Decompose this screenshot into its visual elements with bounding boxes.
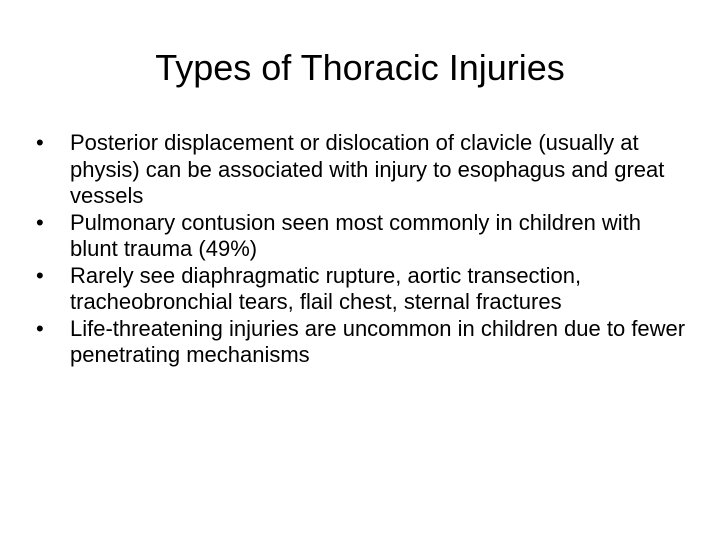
bullet-item [36, 316, 686, 369]
bullet-icon: • [36, 130, 44, 155]
bullet-item [36, 210, 686, 263]
bullet-text: Pulmonary contusion seen most commonly in children with blunt trauma (49%) [70, 209, 642, 261]
bullet-text: Life-threatening injuries are uncommon in children due to fewer penetrating mechanisms [70, 315, 686, 367]
bullet-icon: • [36, 262, 44, 288]
bullet-icon: • [36, 315, 44, 341]
bullet-list [36, 130, 686, 369]
bullet-text: Posterior displacement or dislocation of clavicle (usually at physis) can be associated with injury to esophagus and great vessels [70, 130, 665, 208]
slide-title: Types of Thoracic Injuries [155, 47, 565, 88]
bullet-item [36, 263, 686, 316]
bullet-icon: • [36, 209, 44, 235]
bullet-text: Rarely see diaphragmatic rupture, aortic transection, tracheobronchial tears, flail chest, sternal fractures [70, 262, 582, 314]
bullet-item [36, 130, 686, 210]
